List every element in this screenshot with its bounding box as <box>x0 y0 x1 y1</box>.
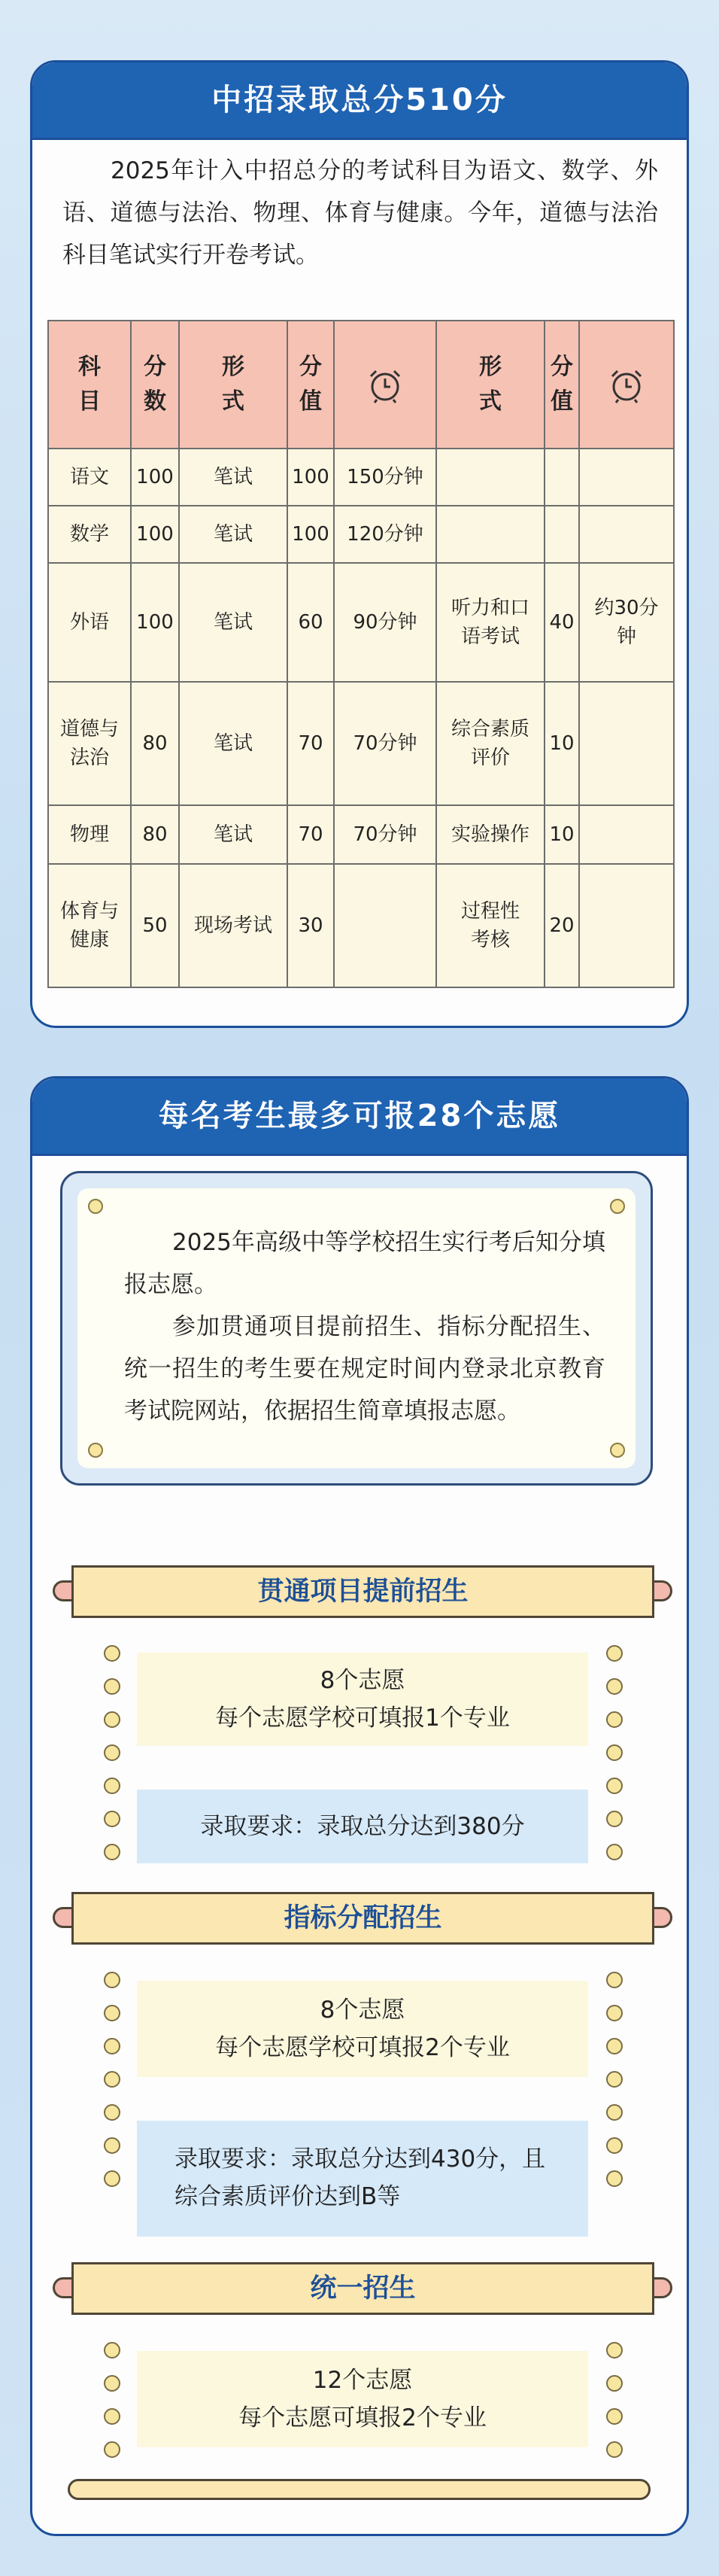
block-detail: 每个志愿学校可填报1个专业 <box>215 1705 510 1732</box>
pin-dot <box>610 1443 625 1458</box>
cell-time-2 <box>579 682 674 805</box>
block-title-banner: 指标分配招生 <box>71 1892 654 1945</box>
binder-ring <box>104 2342 120 2359</box>
score-card <box>30 60 689 1028</box>
note-box-inner <box>77 1188 636 1468</box>
cell-format-2 <box>436 506 545 563</box>
cell-format-2: 综合素质评价 <box>436 682 545 805</box>
cell-subject: 体育与健康 <box>48 864 131 987</box>
binder-ring <box>606 2342 623 2359</box>
table-row <box>48 449 674 506</box>
cell-time <box>334 864 436 987</box>
block-requirement <box>137 2121 588 2237</box>
binder-ring <box>104 2441 120 2458</box>
score-card-title: 中招录取总分510分 <box>32 62 687 140</box>
header-score: 分数 <box>131 321 179 449</box>
application-card-title: 每名考生最多可报28个志愿 <box>32 1078 687 1156</box>
binder-ring <box>104 2408 120 2425</box>
pin-dot <box>88 1443 103 1458</box>
cell-format-2: 听力和口语考试 <box>436 563 545 682</box>
cell-format: 现场考试 <box>179 864 287 987</box>
note-box <box>60 1171 653 1486</box>
cell-time-2 <box>579 506 674 563</box>
binder-ring <box>104 1844 120 1860</box>
block-count: 8个志愿 <box>320 1997 405 2024</box>
header-points-2: 分值 <box>545 321 579 449</box>
cell-points-2: 10 <box>545 682 579 805</box>
cell-time-2 <box>579 805 674 864</box>
block-title-banner: 贯通项目提前招生 <box>71 1565 654 1618</box>
binder-ring <box>104 1811 120 1827</box>
cell-format: 笔试 <box>179 563 287 682</box>
binder-ring <box>104 2071 120 2088</box>
block-count: 8个志愿 <box>320 1667 405 1694</box>
cell-format: 笔试 <box>179 449 287 506</box>
cell-points-2: 20 <box>545 864 579 987</box>
header-points: 分值 <box>287 321 334 449</box>
binder-ring <box>606 2137 623 2154</box>
score-paragraph: 2025年计入中招总分的考试科目为语文、数学、外语、道德与法治、物理、体育与健康。今年，道德与法治科目笔试实行开卷考试。 <box>62 157 658 269</box>
cell-format-2 <box>436 449 545 506</box>
table-row <box>48 805 674 864</box>
binder-ring <box>606 1645 623 1662</box>
cell-points: 70 <box>287 805 334 864</box>
cell-points: 60 <box>287 563 334 682</box>
binder-ring <box>606 2005 623 2021</box>
cell-format: 笔试 <box>179 506 287 563</box>
binder-ring <box>606 2408 623 2425</box>
binder-ring <box>606 2071 623 2088</box>
binder-ring <box>606 1711 623 1728</box>
table-row <box>48 506 674 563</box>
cell-score: 80 <box>131 682 179 805</box>
table-header-row <box>48 321 674 449</box>
cell-time-2: 约30分钟 <box>579 563 674 682</box>
binder-ring <box>104 1645 120 1662</box>
binder-ring <box>104 1711 120 1728</box>
table-row <box>48 864 674 987</box>
binder-ring <box>606 1678 623 1695</box>
cell-subject: 数学 <box>48 506 131 563</box>
cell-score: 100 <box>131 563 179 682</box>
binder-ring <box>606 2375 623 2392</box>
binder-ring <box>606 1811 623 1827</box>
binder-ring <box>606 1844 623 1860</box>
cell-score: 100 <box>131 506 179 563</box>
cell-format-2: 过程性考核 <box>436 864 545 987</box>
cell-points-2 <box>545 506 579 563</box>
binder-ring <box>606 2170 623 2187</box>
block-count-box <box>137 1653 588 1746</box>
table-row <box>48 682 674 805</box>
cell-time: 150分钟 <box>334 449 436 506</box>
cell-points: 30 <box>287 864 334 987</box>
cell-time: 70分钟 <box>334 805 436 864</box>
cell-points: 100 <box>287 506 334 563</box>
cell-time: 70分钟 <box>334 682 436 805</box>
binder-ring <box>104 2375 120 2392</box>
exam-table <box>47 320 675 988</box>
scroll-bottom-bar <box>68 2479 651 2500</box>
block-requirement-text: 录取要求：录取总分达到430分，且综合素质评价达到B等 <box>174 2146 546 2210</box>
cell-time: 120分钟 <box>334 506 436 563</box>
header-subject: 科目 <box>48 321 131 449</box>
cell-format-2: 实验操作 <box>436 805 545 864</box>
clock-icon <box>579 321 674 449</box>
block-count: 12个志愿 <box>312 2367 413 2394</box>
binder-ring <box>104 1778 120 1794</box>
binder-ring <box>104 2104 120 2121</box>
clock-icon <box>334 321 436 449</box>
block-count-box <box>137 2351 588 2447</box>
block-detail: 每个志愿可填报2个专业 <box>238 2404 487 2432</box>
block-requirement: 录取要求：录取总分达到380分 <box>137 1790 588 1863</box>
cell-subject: 物理 <box>48 805 131 864</box>
header-format: 形式 <box>179 321 287 449</box>
cell-points: 100 <box>287 449 334 506</box>
block-count-box <box>137 1981 588 2077</box>
cell-format: 笔试 <box>179 805 287 864</box>
cell-points: 70 <box>287 682 334 805</box>
cell-score: 100 <box>131 449 179 506</box>
cell-subject: 外语 <box>48 563 131 682</box>
pin-dot <box>610 1199 625 1214</box>
binder-ring <box>104 1972 120 1988</box>
cell-subject: 道德与法治 <box>48 682 131 805</box>
pin-dot <box>88 1199 103 1214</box>
block-detail: 每个志愿学校可填报2个专业 <box>215 2034 510 2061</box>
binder-ring <box>606 2104 623 2121</box>
note-paragraph-1: 2025年高级中等学校招生实行考后知分填报志愿。 <box>124 1229 605 1298</box>
note-paragraph-2: 参加贯通项目提前招生、指标分配招生、统一招生的考生要在规定时间内登录北京教育考试院网站，依据招生简章填报志愿。 <box>124 1313 605 1425</box>
binder-ring <box>104 2137 120 2154</box>
binder-ring <box>606 2038 623 2054</box>
binder-ring <box>606 1778 623 1794</box>
cell-score: 80 <box>131 805 179 864</box>
binder-ring <box>606 1744 623 1761</box>
binder-ring <box>104 2170 120 2187</box>
cell-points-2: 40 <box>545 563 579 682</box>
cell-score: 50 <box>131 864 179 987</box>
binder-ring <box>104 2038 120 2054</box>
cell-time-2 <box>579 864 674 987</box>
binder-ring <box>606 2441 623 2458</box>
binder-ring <box>104 1744 120 1761</box>
block-title-banner: 统一招生 <box>71 2262 654 2315</box>
cell-points-2: 10 <box>545 805 579 864</box>
binder-ring <box>104 2005 120 2021</box>
binder-ring <box>104 1678 120 1695</box>
cell-time: 90分钟 <box>334 563 436 682</box>
cell-format: 笔试 <box>179 682 287 805</box>
header-format-2: 形式 <box>436 321 545 449</box>
binder-ring <box>606 1972 623 1988</box>
cell-time-2 <box>579 449 674 506</box>
cell-points-2 <box>545 449 579 506</box>
table-row <box>48 563 674 682</box>
cell-subject: 语文 <box>48 449 131 506</box>
